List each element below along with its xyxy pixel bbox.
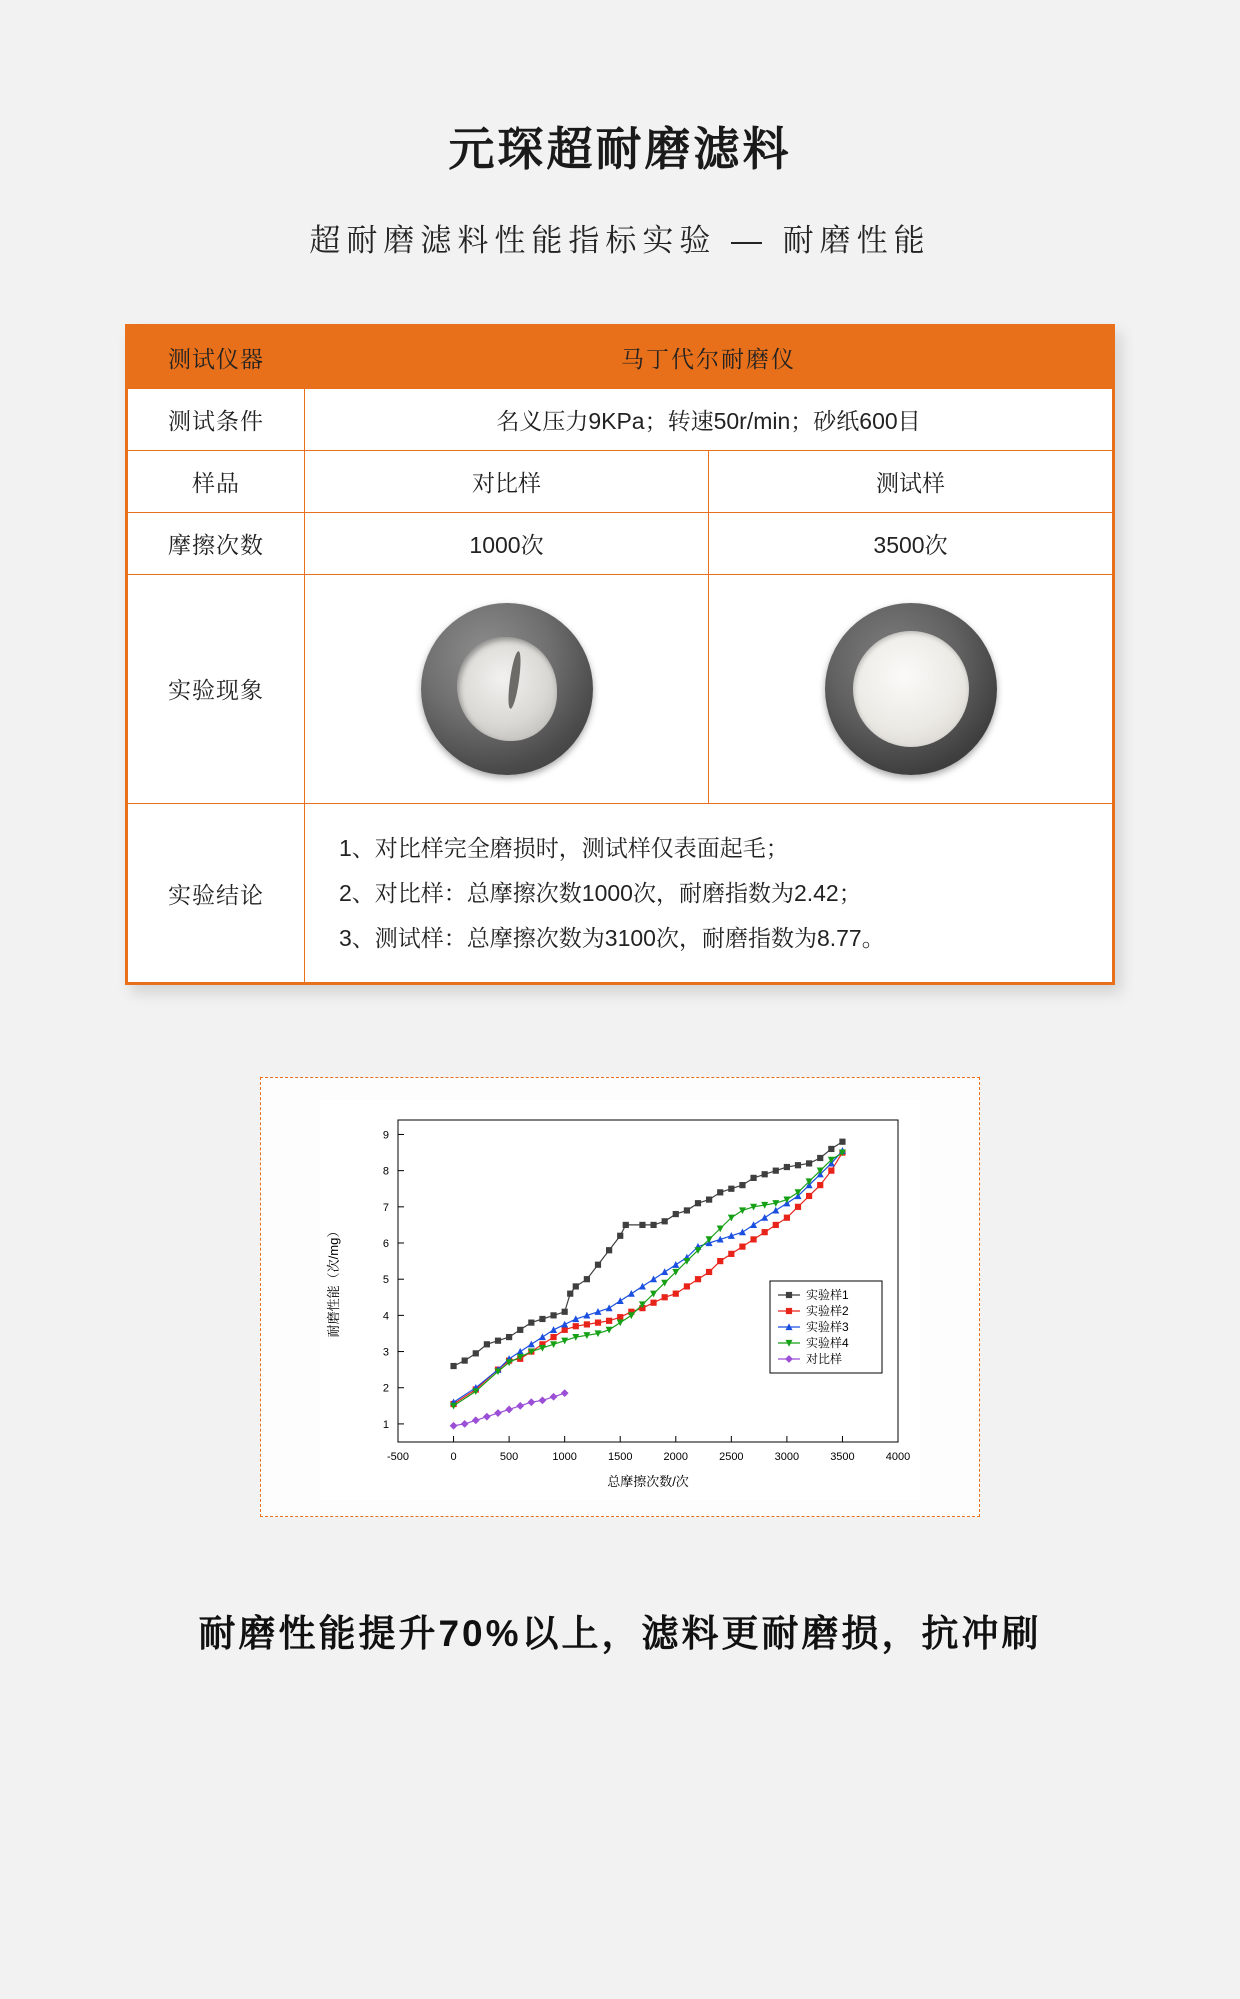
data-marker — [450, 1363, 456, 1369]
conclusion-cell — [305, 803, 1113, 983]
table-row-conditions — [128, 388, 1113, 450]
spec-table-card — [125, 324, 1115, 986]
data-marker — [706, 1269, 712, 1275]
data-marker — [762, 1229, 768, 1235]
chart-legend — [770, 1281, 882, 1373]
spec-table — [127, 326, 1113, 984]
table-row-observation — [128, 574, 1113, 803]
data-marker — [617, 1233, 623, 1239]
data-marker — [606, 1318, 612, 1324]
conclusion-line-3: 3、测试样：总摩擦次数为3100次，耐磨指数为8.77。 — [339, 924, 885, 951]
data-marker — [695, 1200, 701, 1206]
data-marker — [706, 1197, 712, 1203]
row-value-conditions: 名义压力9KPa；转速50r/min；砂纸600目 — [305, 388, 1113, 450]
data-marker — [623, 1222, 629, 1228]
y-tick-label: 6 — [382, 1238, 389, 1251]
y-tick-label: 8 — [382, 1165, 389, 1178]
data-marker — [595, 1320, 601, 1326]
x-tick-label: 3500 — [830, 1451, 855, 1464]
y-tick-label: 7 — [382, 1202, 389, 1215]
x-tick-label: -500 — [386, 1451, 410, 1464]
data-marker — [567, 1291, 573, 1297]
data-marker — [584, 1322, 590, 1328]
row-value-cycles-test: 3500次 — [709, 512, 1113, 574]
data-marker — [495, 1338, 501, 1344]
data-marker — [786, 1308, 792, 1314]
data-marker — [550, 1334, 556, 1340]
page-title: 元琛超耐磨滤料 — [448, 122, 792, 175]
data-marker — [606, 1247, 612, 1253]
page-root — [0, 31, 1240, 1999]
data-marker — [506, 1334, 512, 1340]
data-marker — [817, 1182, 823, 1188]
data-marker — [662, 1295, 668, 1301]
x-tick-label: 500 — [499, 1451, 519, 1464]
data-marker — [828, 1146, 834, 1152]
y-tick-label: 1 — [382, 1419, 389, 1432]
data-marker — [639, 1222, 645, 1228]
data-marker — [828, 1168, 834, 1174]
data-marker — [650, 1300, 656, 1306]
row-label-conditions: 测试条件 — [128, 388, 305, 450]
data-marker — [806, 1193, 812, 1199]
footer-slogan: 耐磨性能提升70%以上，滤料更耐磨损，抗冲刷 — [198, 1613, 1042, 1655]
data-marker — [484, 1342, 490, 1348]
legend-label: 对比样 — [806, 1352, 843, 1367]
x-tick-label: 2500 — [719, 1451, 744, 1464]
y-axis-label: 耐磨性能（次/mg） — [326, 1225, 341, 1338]
data-marker — [806, 1161, 812, 1167]
data-marker — [562, 1327, 568, 1333]
data-marker — [684, 1284, 690, 1290]
table-row-instrument — [128, 326, 1113, 388]
data-marker — [795, 1162, 801, 1168]
data-marker — [473, 1351, 479, 1357]
data-marker — [562, 1309, 568, 1315]
data-marker — [695, 1276, 701, 1282]
data-marker — [717, 1258, 723, 1264]
data-marker — [739, 1182, 745, 1188]
data-marker — [786, 1292, 792, 1298]
page-subtitle: 超耐磨滤料性能指标实验 — 耐磨性能 — [309, 222, 931, 258]
x-tick-label: 4000 — [885, 1451, 911, 1464]
data-marker — [717, 1190, 723, 1196]
y-tick-label: 5 — [382, 1274, 389, 1287]
x-axis-label: 总摩擦次数/次 — [607, 1474, 689, 1490]
data-marker — [673, 1291, 679, 1297]
y-tick-label: 9 — [382, 1129, 389, 1142]
y-tick-label: 4 — [382, 1310, 389, 1323]
data-marker — [584, 1276, 590, 1282]
data-marker — [784, 1215, 790, 1221]
data-marker — [773, 1222, 779, 1228]
wear-performance-chart — [320, 1100, 920, 1500]
row-value-instrument: 马丁代尔耐磨仪 — [305, 326, 1113, 388]
row-label-sample: 样品 — [128, 450, 305, 512]
x-tick-label: 0 — [450, 1451, 457, 1464]
data-marker — [684, 1208, 690, 1214]
x-tick-label: 1000 — [552, 1451, 577, 1464]
chart-card — [260, 1077, 980, 1517]
x-tick-label: 1500 — [607, 1451, 633, 1464]
data-marker — [595, 1262, 601, 1268]
data-marker — [784, 1164, 790, 1170]
data-marker — [762, 1172, 768, 1178]
data-marker — [839, 1139, 845, 1145]
legend-label: 实验样4 — [806, 1336, 849, 1351]
conclusion-line-2: 2、对比样：总摩擦次数1000次，耐磨指数为2.42； — [339, 879, 862, 906]
chart-svg — [320, 1100, 920, 1500]
data-marker — [517, 1327, 523, 1333]
row-label-conclusion: 实验结论 — [128, 803, 305, 983]
data-marker — [650, 1222, 656, 1228]
worn-disc-photo — [421, 603, 593, 775]
table-row-conclusion — [128, 803, 1113, 983]
data-marker — [550, 1313, 556, 1319]
data-marker — [728, 1251, 734, 1257]
observation-photo-control-cell — [305, 574, 709, 803]
row-label-cycles: 摩擦次数 — [128, 512, 305, 574]
y-tick-label: 3 — [382, 1346, 389, 1359]
data-marker — [739, 1244, 745, 1250]
x-tick-label: 2000 — [663, 1451, 689, 1464]
data-marker — [573, 1323, 579, 1329]
row-value-sample-control: 对比样 — [305, 450, 709, 512]
table-row-sample — [128, 450, 1113, 512]
observation-photo-test-cell — [709, 574, 1113, 803]
data-marker — [750, 1175, 756, 1181]
row-label-instrument: 测试仪器 — [128, 326, 305, 388]
row-label-observation: 实验现象 — [128, 574, 305, 803]
y-tick-label: 2 — [382, 1383, 389, 1396]
legend-label: 实验样2 — [806, 1304, 849, 1319]
data-marker — [573, 1284, 579, 1290]
data-marker — [795, 1204, 801, 1210]
data-marker — [673, 1211, 679, 1217]
conclusion-line-1: 1、对比样完全磨损时，测试样仅表面起毛； — [339, 834, 789, 861]
fuzzed-disc-photo — [825, 603, 997, 775]
row-value-cycles-control: 1000次 — [305, 512, 709, 574]
data-marker — [539, 1316, 545, 1322]
legend-label: 实验样1 — [806, 1288, 849, 1303]
data-marker — [750, 1237, 756, 1243]
data-marker — [728, 1186, 734, 1192]
data-marker — [462, 1358, 468, 1364]
data-marker — [773, 1168, 779, 1174]
data-marker — [817, 1155, 823, 1161]
data-marker — [662, 1219, 668, 1225]
data-marker — [617, 1314, 623, 1320]
row-value-sample-test: 测试样 — [709, 450, 1113, 512]
table-row-cycles — [128, 512, 1113, 574]
data-marker — [528, 1320, 534, 1326]
x-tick-label: 3000 — [774, 1451, 800, 1464]
legend-label: 实验样3 — [806, 1320, 849, 1335]
